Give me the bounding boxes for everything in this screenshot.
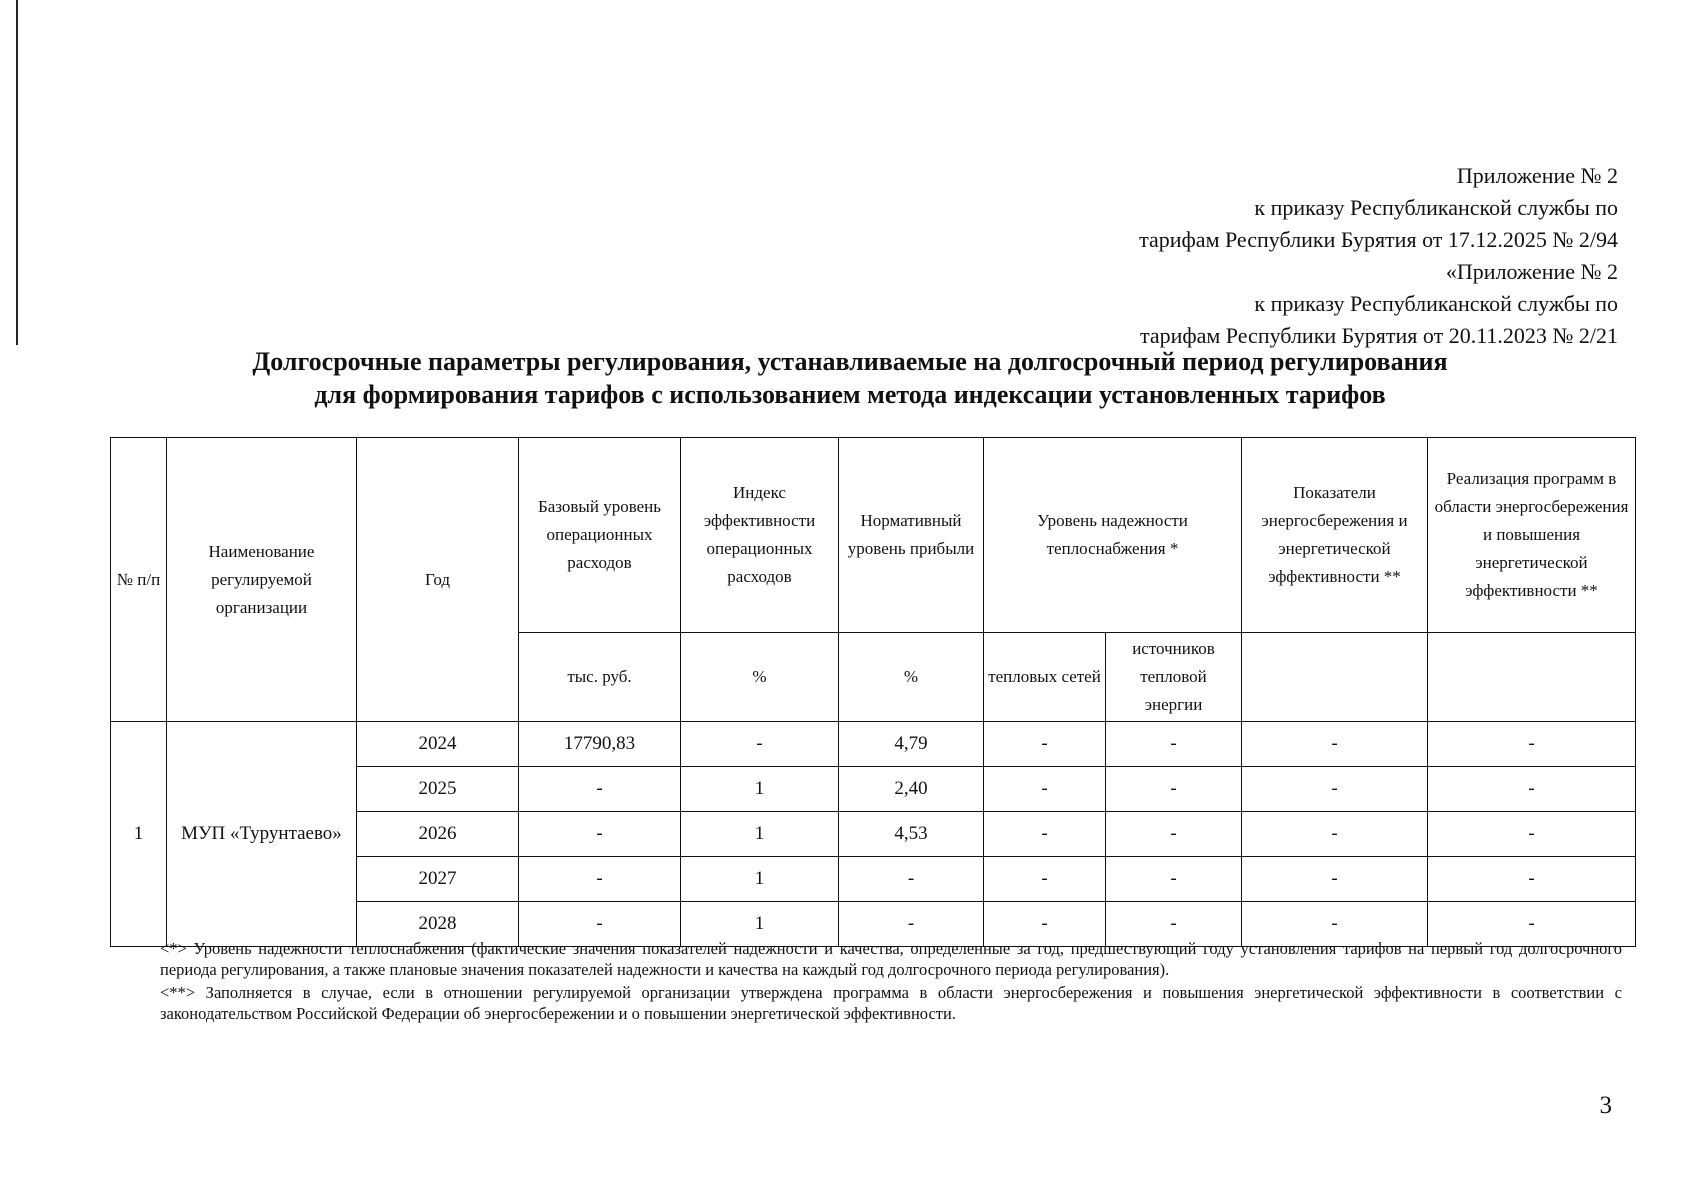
cell-profit: - [839,857,984,902]
col-header-reliability: Уровень надежности теплоснабжения * [984,438,1242,633]
cell-base: - [519,767,681,812]
cell-networks: - [984,722,1106,767]
header-line: Приложение № 2 [1456,163,1618,188]
col-header-profit: Нормативный уровень прибыли [839,438,984,633]
cell-indicators: - [1242,722,1428,767]
unit-profit: % [839,633,984,722]
unit-heat-sources: источников тепловой энергии [1106,633,1242,722]
cell-sources: - [1106,722,1242,767]
scan-edge-mark [16,0,18,345]
cell-indicators: - [1242,767,1428,812]
parameters-table [110,437,1636,947]
cell-year: 2027 [357,857,519,902]
cell-programs: - [1428,767,1636,812]
cell-programs: - [1428,902,1636,947]
cell-index: 1 [681,902,839,947]
cell-profit: - [839,902,984,947]
col-header-org: Наименование регулируемой организации [167,438,357,722]
title-line-1: Долгосрочные параметры регулирования, устанавливаемые на долгосрочный период регулирования [252,347,1448,376]
cell-programs: - [1428,722,1636,767]
cell-programs: - [1428,812,1636,857]
cell-year: 2025 [357,767,519,812]
cell-networks: - [984,902,1106,947]
cell-networks: - [984,767,1106,812]
cell-indicators: - [1242,902,1428,947]
footnote-reliability: <*> Уровень надежности теплоснабжения (фактические значения показателей надежности и качества, определенные за год, предшествующий году установления тарифов на первый год долгосрочного периода регулирования, а также плановые значения показателей надежности и качества на каждый год долгосрочного периода регулирования). [160,939,1622,979]
col-header-year: Год [357,438,519,722]
footnote-energy-program: <**> Заполняется в случае, если в отношении регулируемой организации утверждена программа в области энергосбережения и повышения энергетической эффективности в соответствии с законодательством Российской Федерации об энергосбережении и о повышении энергетической эффективности. [160,983,1622,1023]
header-line: тарифам Республики Бурятия от 17.12.2025 № 2/94 [1139,227,1618,252]
cell-profit: 4,79 [839,722,984,767]
cell-year: 2028 [357,902,519,947]
title-line-2: для формирования тарифов с использованием метода индексации установленных тарифов [314,380,1386,409]
cell-year: 2026 [357,812,519,857]
cell-base: 17790,83 [519,722,681,767]
col-header-base: Базовый уровень операционных расходов [519,438,681,633]
unit-index: % [681,633,839,722]
col-header-index: Индекс эффективности операционных расходов [681,438,839,633]
cell-programs: - [1428,857,1636,902]
unit-energy-indicators [1242,633,1428,722]
appendix-header [1139,160,1618,352]
col-header-num: № п/п [111,438,167,722]
cell-indicators: - [1242,857,1428,902]
cell-indicators: - [1242,812,1428,857]
cell-index: - [681,722,839,767]
header-line: «Приложение № 2 [1445,259,1618,284]
col-header-programs: Реализация программ в области энергосбережения и повышения энергетической эффективности ** [1428,438,1636,633]
org-number: 1 [111,722,167,947]
cell-base: - [519,812,681,857]
unit-base: тыс. руб. [519,633,681,722]
footnotes [160,938,1622,1026]
table-row [111,722,1636,767]
cell-sources: - [1106,767,1242,812]
unit-heat-networks: тепловых сетей [984,633,1106,722]
cell-year: 2024 [357,722,519,767]
cell-index: 1 [681,812,839,857]
org-name: МУП «Турунтаево» [167,722,357,947]
unit-programs [1428,633,1636,722]
cell-profit: 4,53 [839,812,984,857]
cell-profit: 2,40 [839,767,984,812]
header-line: тарифам Республики Бурятия от 20.11.2023 № 2/21 [1139,323,1618,348]
cell-index: 1 [681,767,839,812]
cell-index: 1 [681,857,839,902]
page-number: 3 [1599,1092,1612,1119]
document-title [150,345,1550,411]
cell-sources: - [1106,812,1242,857]
cell-networks: - [984,812,1106,857]
cell-sources: - [1106,857,1242,902]
cell-base: - [519,857,681,902]
header-line: к приказу Республиканской службы по [1254,291,1618,316]
cell-sources: - [1106,902,1242,947]
cell-networks: - [984,857,1106,902]
header-row [111,438,1636,633]
header-line: к приказу Республиканской службы по [1254,195,1618,220]
cell-base: - [519,902,681,947]
col-header-energy-indicators: Показатели энергосбережения и энергетической эффективности ** [1242,438,1428,633]
